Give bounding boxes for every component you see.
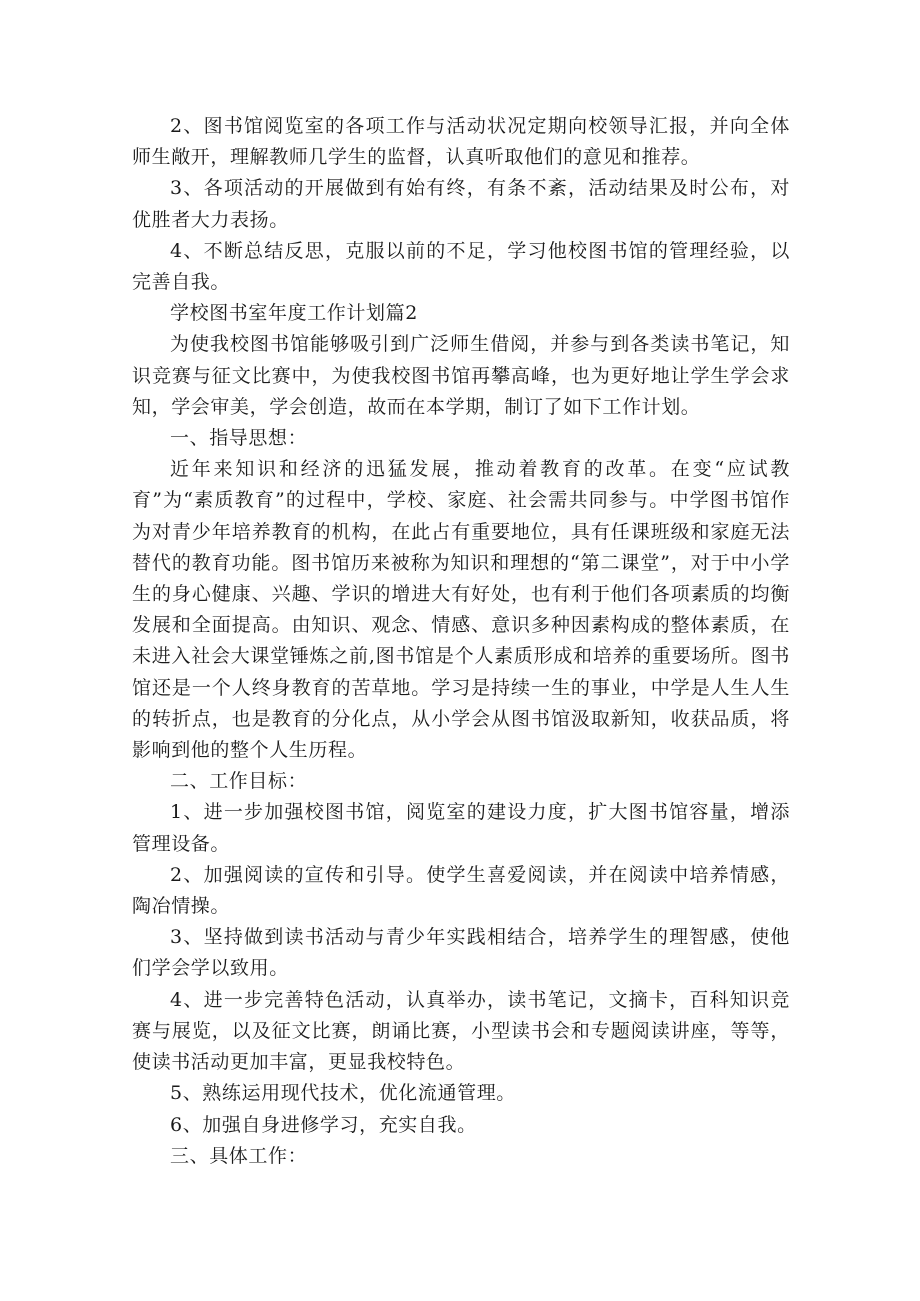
paragraph-guiding-thought: 近年来知识和经济的迅猛发展，推动着教育的改革。在变“应试教育”为“素质教育”的过程中，学校、家庭、社会需共同参与。中学图书馆作为对青少年培养教育的机构，在此占有重要地位，具有任课班级和家庭无法替代的教育功能。图书馆历来被称为知识和理想的“第二课堂”，对于中小学生的身心健康、兴趣、学识的增进大有好处，也有利于他们各项素质的均衡发展和全面提高。由知识、观念、情感、意识多种因素构成的整体素质，在未进入社会大课堂锤炼之前,图书馆是个人素质形成和培养的重要场所。图书馆还是一个人终身教育的苦草地。学习是持续一生的事业，中学是人生人生的转折点，也是教育的分化点，从小学会从图书馆汲取新知，收获品质，将影响到他的整个人生历程。 xyxy=(132,458,790,762)
heading-guiding-thought: 一、指导思想： xyxy=(170,427,308,450)
goal-item-6: 6、加强自身进修学习，充实自我。 xyxy=(170,1113,477,1136)
goal-item-2: 2、加强阅读的宣传和引导。使学生喜爱阅读，并在阅读中培养情感，陶冶情操。 xyxy=(132,863,790,918)
document-body xyxy=(132,111,790,1172)
paragraph-intro: 为使我校图书馆能够吸引到广泛师生借阅，并参与到各类读书笔记，知识竞赛与征文比赛中，为使我校图书馆再攀高峰，也为更好地让学生学会求知，学会审美，学会创造，故而在本学期，制订了如下工作计划。 xyxy=(132,333,790,418)
goal-item-1: 1、进一步加强校图书馆，阅览室的建设力度，扩大图书馆容量，增添管理设备。 xyxy=(132,801,790,855)
goal-item-4: 4、进一步完善特色活动，认真举办，读书笔记，文摘卡，百科知识竞赛与展览，以及征文比赛，朗诵比赛，小型读书会和专题阅读讲座，等等，使读书活动更加丰富，更显我校特色。 xyxy=(132,988,790,1074)
heading-work-goals: 二、工作目标： xyxy=(170,770,308,793)
goal-item-3: 3、坚持做到读书活动与青少年实践相结合，培养学生的理智感，使他们学会学以致用。 xyxy=(132,926,790,980)
goal-item-5: 5、熟练运用现代技术，优化流通管理。 xyxy=(170,1082,516,1105)
paragraph-item-4-reflection: 4、不断总结反思，克服以前的不足，学习他校图书馆的管理经验，以完善自我。 xyxy=(132,239,790,294)
paragraph-item-3-activities: 3、各项活动的开展做到有始有终，有条不紊，活动结果及时公布，对优胜者大力表扬。 xyxy=(132,177,790,231)
heading-specific-work: 三、具体工作： xyxy=(170,1144,308,1167)
section-title-plan-2: 学校图书室年度工作计划篇2 xyxy=(170,302,418,325)
paragraph-item-2-report: 2、图书馆阅览室的各项工作与活动状况定期向校领导汇报，并向全体师生敞开，理解教师几学生的监督，认真听取他们的意见和推荐。 xyxy=(132,115,790,169)
